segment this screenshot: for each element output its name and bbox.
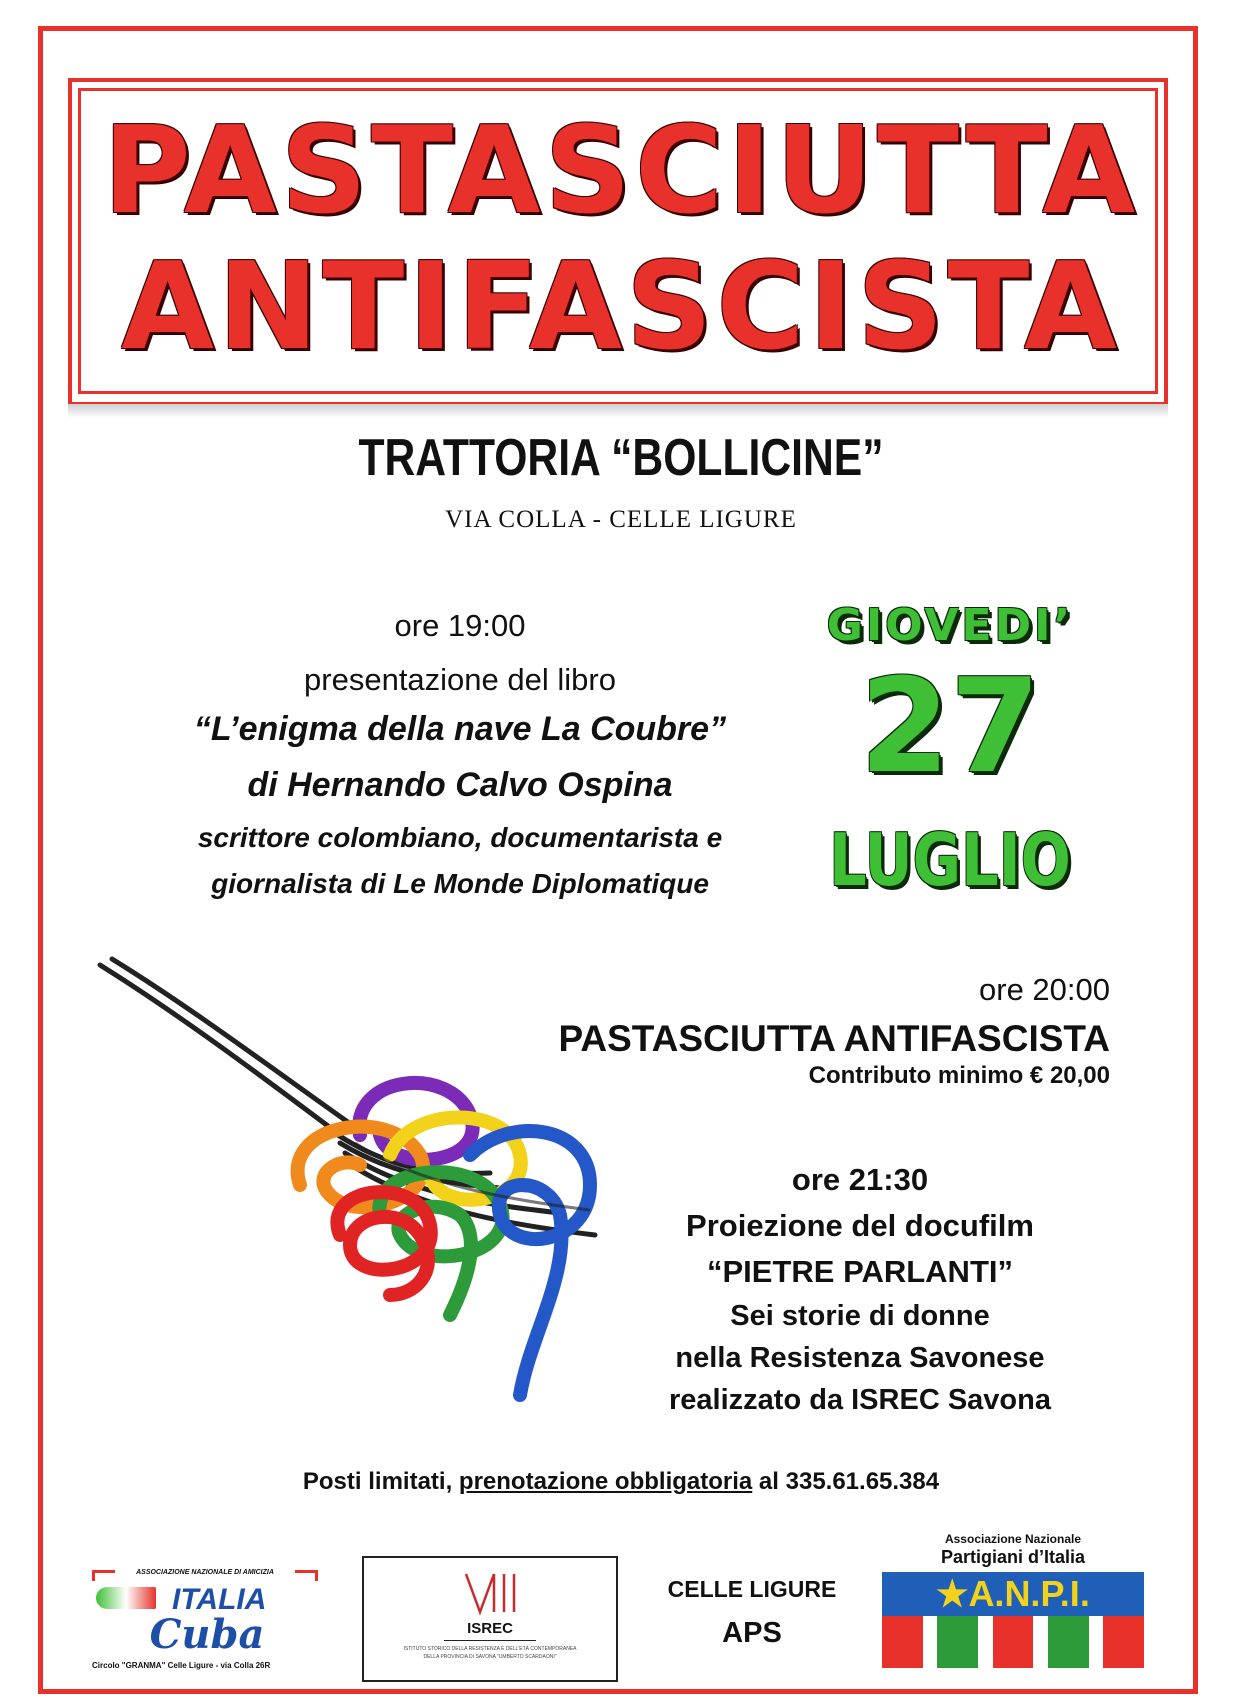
isrec-subtitle-1: ISTITUTO STORICO DELLA RESISTENZA E DELL'ETÀ CONTEMPORANEA bbox=[403, 1646, 577, 1652]
isrec-divider bbox=[444, 1640, 536, 1641]
cuba-word: Cuba bbox=[149, 1611, 265, 1658]
italia-cuba-mark bbox=[92, 1581, 318, 1658]
isrec-subtitle-2: DELLA PROVINCIA DI SAVONA "UMBERTO SCARDAONI" bbox=[423, 1654, 557, 1660]
celle-line1: CELLE LIGURE bbox=[667, 1576, 837, 1602]
anpi-flag-stripes bbox=[882, 1616, 1144, 1668]
event1-time: ore 19:00 bbox=[394, 608, 526, 643]
isrec-logo bbox=[362, 1556, 618, 1682]
anpi-name: A.N.P.I. bbox=[968, 1573, 1090, 1614]
title-line-2: ANTIFASCISTA bbox=[121, 238, 1121, 377]
date-day: 27 bbox=[859, 650, 1041, 802]
star-icon: ★ bbox=[936, 1573, 969, 1614]
isrec-name: ISREC bbox=[467, 1620, 513, 1637]
fork-handle-line-2 bbox=[112, 959, 352, 1125]
flag-swoosh-icon bbox=[96, 1587, 156, 1609]
date-month: LUGLIO bbox=[829, 818, 1071, 902]
isrec-mark-icon bbox=[462, 1572, 522, 1616]
italia-word: ITALIA bbox=[172, 1583, 267, 1616]
event3-line1: Proiezione del docufilm bbox=[686, 1208, 1034, 1243]
event1-intro: presentazione del libro bbox=[304, 662, 616, 697]
title-line-1: PASTASCIUTTA bbox=[102, 102, 1140, 241]
booking-required: prenotazione obbligatoria bbox=[458, 1468, 753, 1495]
event2-title: PASTASCIUTTA ANTIFASCISTA bbox=[558, 1018, 1110, 1059]
event3-film-title: “PIETRE PARLANTI” bbox=[707, 1254, 1013, 1289]
anpi-logo bbox=[882, 1532, 1144, 1684]
anpi-banner bbox=[882, 1572, 1144, 1616]
event2-contribution: Contributo minimo € 20,00 bbox=[808, 1062, 1110, 1089]
event1-author: di Hernando Calvo Ospina bbox=[247, 766, 673, 804]
event3-line2: Sei storie di donne bbox=[730, 1300, 990, 1332]
event1-book-title: “L’enigma della nave La Coubre” bbox=[193, 710, 727, 748]
booking-info bbox=[0, 1468, 1242, 1496]
celle-line2: APS bbox=[722, 1617, 782, 1649]
event3-line4: realizzato da ISREC Savona bbox=[669, 1384, 1051, 1416]
italia-cuba-top-bar bbox=[92, 1570, 318, 1581]
title-box-shadow bbox=[68, 404, 1168, 418]
booking-prefix: Posti limitati, bbox=[302, 1468, 459, 1495]
venue-address: VIA COLLA - CELLE LIGURE bbox=[445, 506, 797, 533]
date-weekday: GIOVEDI’ bbox=[826, 600, 1074, 651]
fork-handle-line-1 bbox=[100, 965, 340, 1135]
celle-ligure-aps-logo bbox=[640, 1572, 864, 1672]
event3-time: ore 21:30 bbox=[791, 1162, 929, 1197]
event1-bio-line2: giornalista di Le Monde Diplomatique bbox=[211, 868, 709, 899]
anpi-line2: Partigiani d’Italia bbox=[940, 1547, 1086, 1567]
italia-cuba-logo bbox=[92, 1566, 318, 1678]
booking-phone: al 335.61.65.384 bbox=[752, 1468, 940, 1495]
italia-cuba-bottom-text: Circolo "GRANMA" Celle Ligure - via Colla 26R bbox=[92, 1661, 271, 1670]
event2-time: ore 20:00 bbox=[979, 972, 1110, 1007]
venue-name: TRATTORIA “BOLLICINE” bbox=[358, 429, 884, 487]
event3-line3: nella Resistenza Savonese bbox=[675, 1342, 1045, 1374]
event1-bio-line1: scrittore colombiano, documentarista e bbox=[197, 822, 723, 853]
italia-cuba-top-text: ASSOCIAZIONE NAZIONALE DI AMICIZIA bbox=[115, 1569, 295, 1576]
anpi-line1: Associazione Nazionale bbox=[944, 1532, 1082, 1546]
